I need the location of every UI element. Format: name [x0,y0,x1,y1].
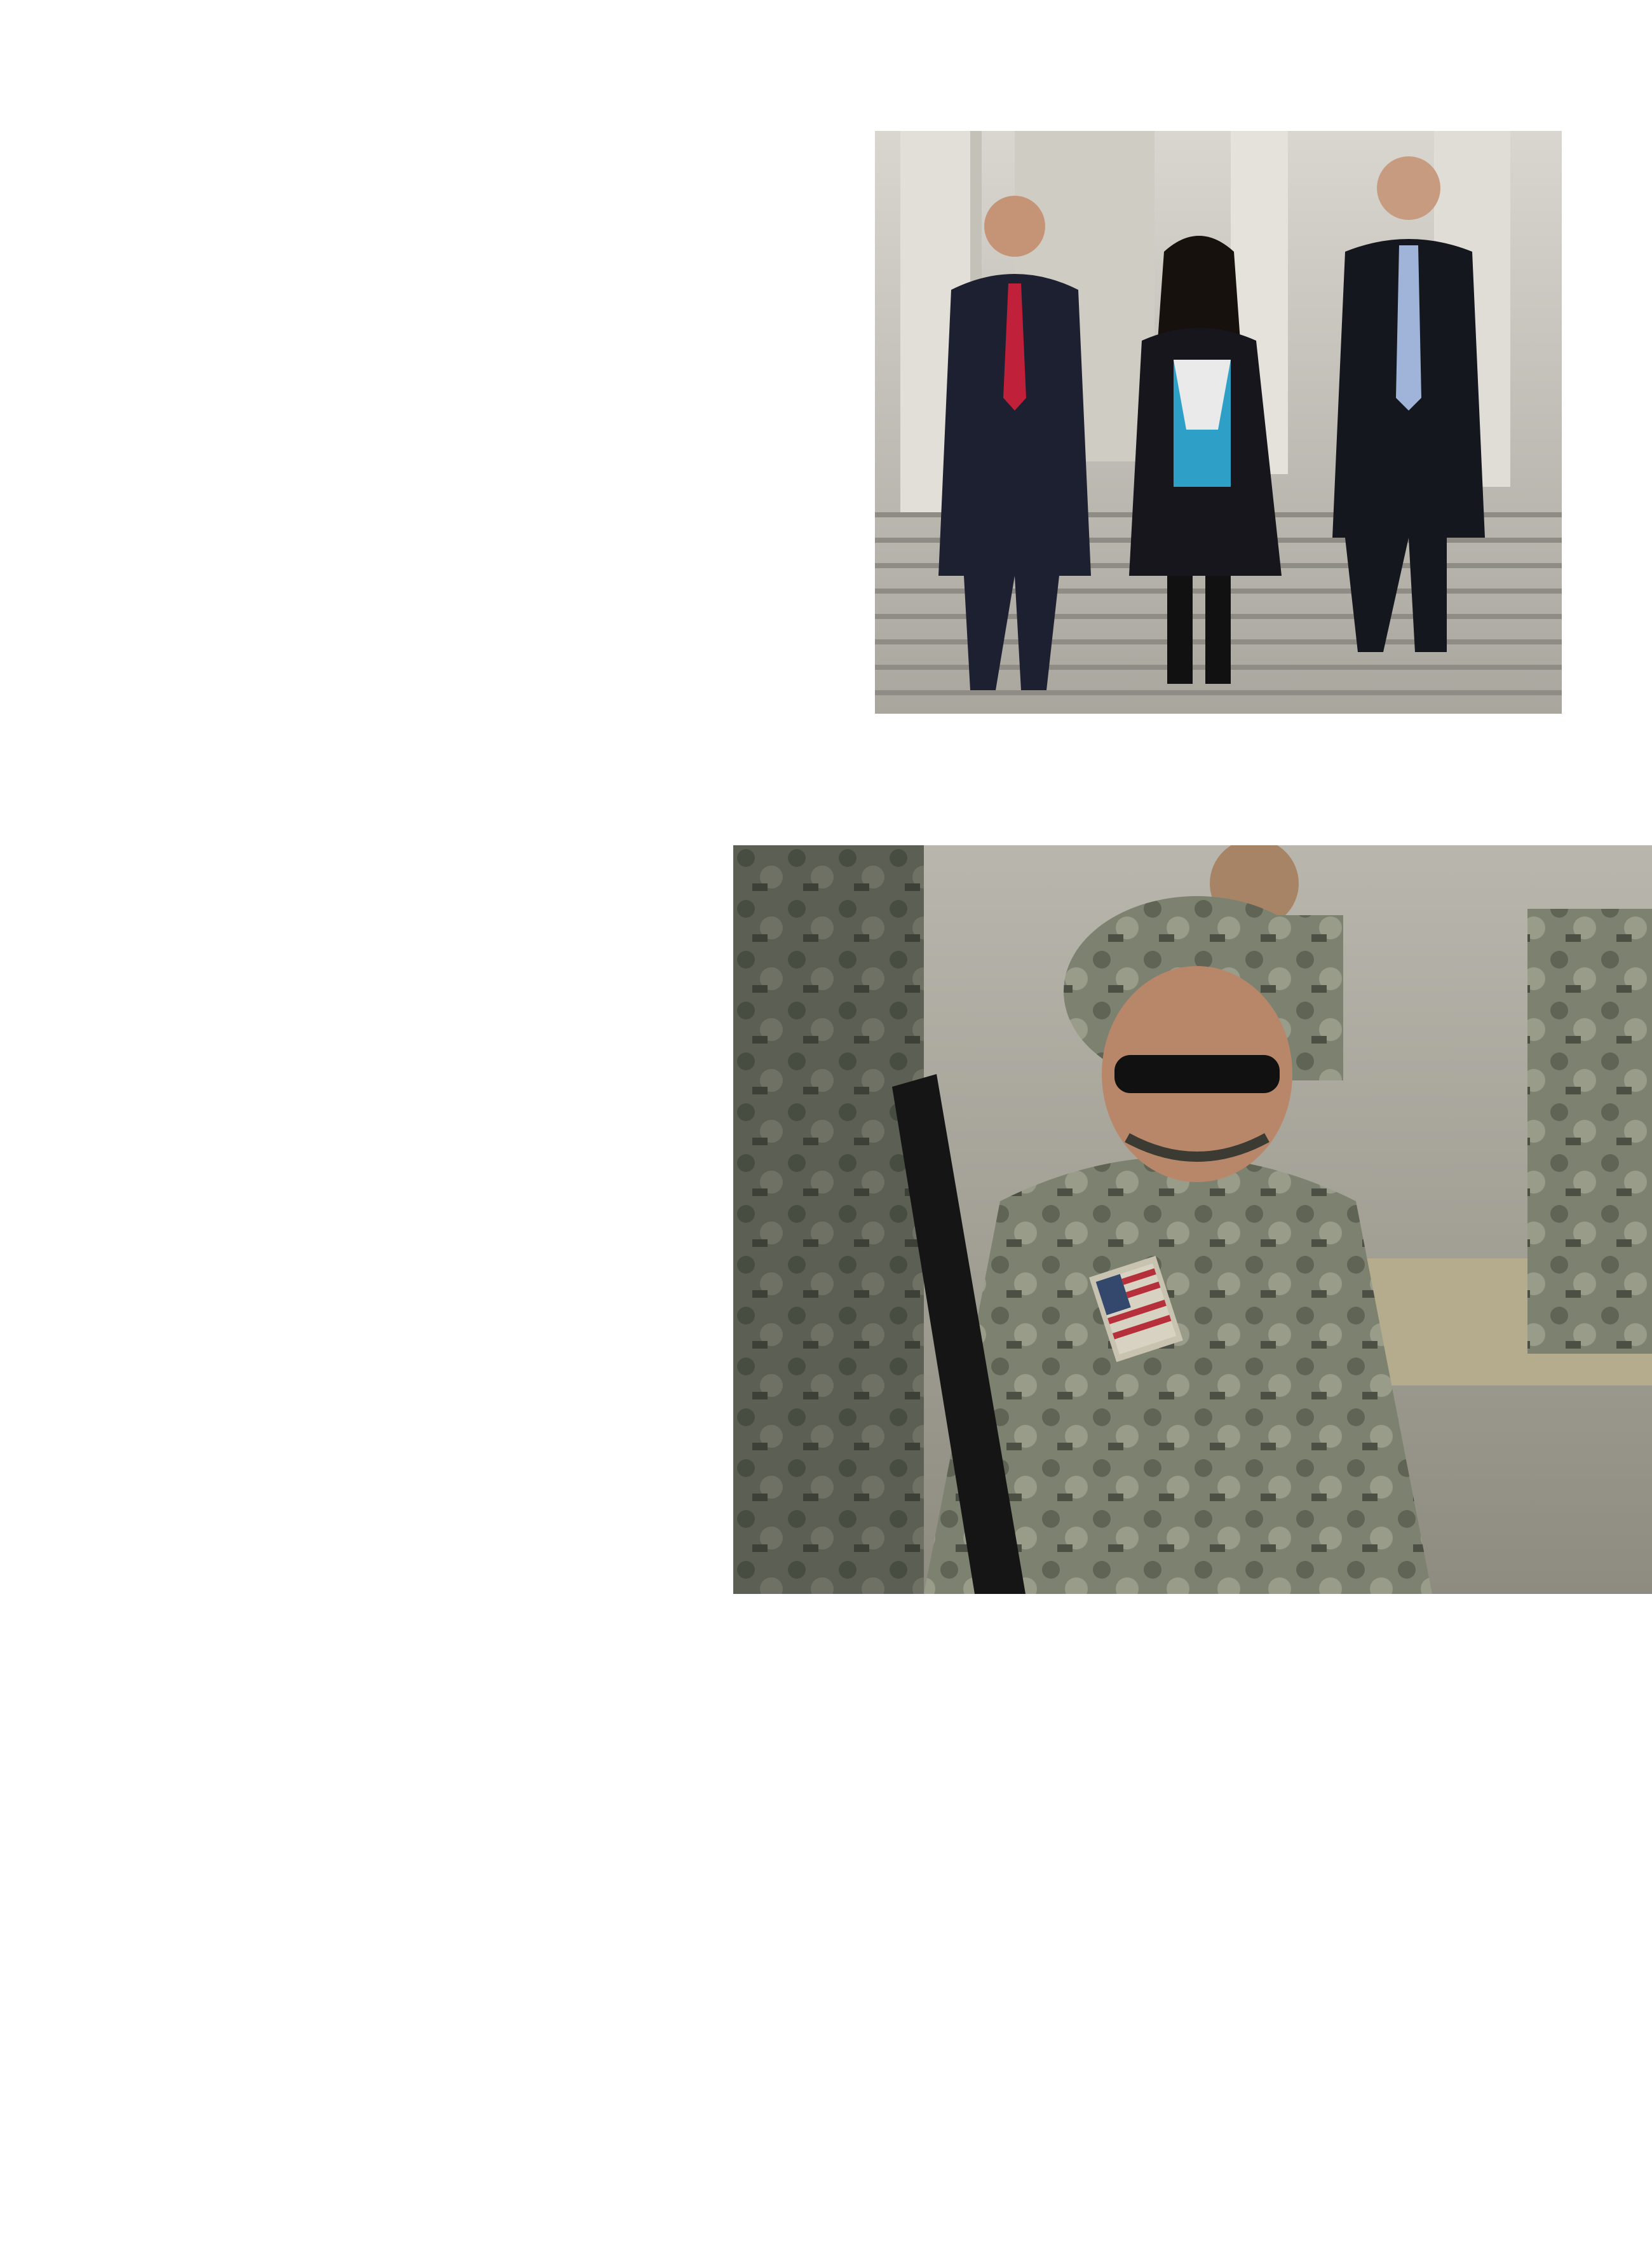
house-steps-illustration [875,131,1562,714]
photo-soldier-middle-east [733,845,1652,1594]
left-column-top [173,125,811,156]
photo-house-steps [875,131,1562,714]
soldier-illustration [733,845,1652,1594]
